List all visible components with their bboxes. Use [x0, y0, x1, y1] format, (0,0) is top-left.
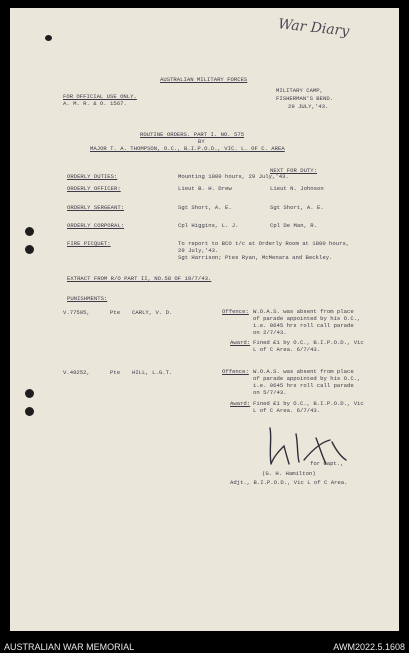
archive-reference: AWM2022.5.1608 [333, 642, 405, 652]
offence-line: on 5/7/43. [253, 389, 287, 396]
case-name: HILL, L.G.T. [132, 369, 173, 376]
duty-next: Sgt Short, A. E. [270, 204, 324, 211]
duty-value: Mounting 1800 hours, 29 July,'43. [178, 173, 289, 180]
camp-line-2: FISHERMAN'S BEND. [276, 95, 334, 102]
case-number: V.49252, [63, 369, 90, 376]
orders-title: ROUTINE ORDERS. PART I. NO. 575 [140, 131, 245, 138]
duty-next: Lieut N. Johnson [270, 185, 324, 192]
punch-mark [45, 35, 52, 41]
signature-name: (G. H. Hamilton) [262, 470, 316, 477]
duty-label: ORDERLY SERGEANT: [67, 204, 125, 211]
case-number: V.77505, [63, 309, 90, 316]
duty-label: ORDERLY DUTIES: [67, 173, 118, 180]
offence-label: Offence: [222, 368, 249, 375]
duty-value: Lieut B. H. Drew [178, 185, 232, 192]
case-rank: Pte [110, 369, 121, 376]
punch-hole [25, 245, 34, 254]
reference: A. M. R. & O. 1567. [63, 100, 127, 107]
award-line: L of C Area. 6/7/43. [253, 346, 321, 353]
award-line: Fined £1 by O.C., B.I.P.O.D., Vic [253, 400, 364, 407]
signature-capt: for Capt., [310, 460, 344, 467]
handwritten-note: War Diary [277, 16, 350, 40]
offence-line: on 2/7/43. [253, 329, 287, 336]
duty-value: Cpl Higgins, L. J. [178, 222, 239, 229]
camp-line-1: MILITARY CAMP, [276, 87, 323, 94]
archive-footer [0, 631, 409, 653]
signature-title: Adjt., B.I.P.O.D., Vic L of C Area. [230, 479, 348, 486]
orders-by: BY [198, 138, 205, 145]
offence-line: W.O.A.S. was absent from place [253, 308, 354, 315]
fire-picquet-line-3: Sgt Harrison; Ptes Ryan, McMenara and Beckley. [178, 254, 333, 261]
extract-heading: EXTRACT FROM R/O PART II, NO.58 OF 19/7/43. [67, 275, 212, 282]
document-title: AUSTRALIAN MILITARY FORCES [160, 76, 248, 83]
offence-line: i.e. 0645 hrs roll call parade [253, 382, 354, 389]
fire-picquet-line-2: 29 July,'43. [178, 247, 219, 254]
archive-name: AUSTRALIAN WAR MEMORIAL [4, 642, 135, 652]
offence-line: W.O.A.S. was absent from place [253, 368, 354, 375]
award-line: Fined £1 by O.C., B.I.P.O.D., Vic [253, 339, 364, 346]
document-page [10, 8, 399, 631]
orders-officer: MAJOR T. A. THOMPSON, O.C., B.I.P.O.D., VIC. L. OF C. AREA [90, 145, 285, 152]
case-name: CARLY, V. D. [132, 309, 173, 316]
duty-label: ORDERLY CORPORAL: [67, 222, 125, 229]
next-for-duty-heading: NEXT FOR DUTY: [270, 167, 317, 174]
offence-line: of parade appointed by his O.C., [253, 375, 361, 382]
duty-label: ORDERLY OFFICER: [67, 185, 121, 192]
punishments-heading: PUNISHMENTS: [67, 295, 108, 302]
duty-label: FIRE PICQUET: [67, 240, 111, 247]
punch-hole [25, 407, 34, 416]
duty-value: To report to BCO t/c at Orderly Room at 1800 hours, [178, 240, 350, 247]
award-line: L of C Area. 6/7/43. [253, 407, 321, 414]
offence-line: i.e. 0645 hrs roll call parade [253, 322, 354, 329]
duty-value: Sgt Short, A. E. [178, 204, 232, 211]
punch-hole [25, 389, 34, 398]
award-label: Award: [230, 400, 251, 407]
offence-line: of parade appointed by his O.C., [253, 315, 361, 322]
duty-next: Cpl De Man, R. [270, 222, 317, 229]
punch-hole [25, 227, 34, 236]
case-rank: Pte [110, 309, 121, 316]
camp-date: 29 JULY,'43. [288, 103, 329, 110]
official-use: FOR OFFICIAL USE ONLY. [63, 93, 137, 100]
award-label: Award: [230, 339, 251, 346]
offence-label: Offence: [222, 308, 249, 315]
